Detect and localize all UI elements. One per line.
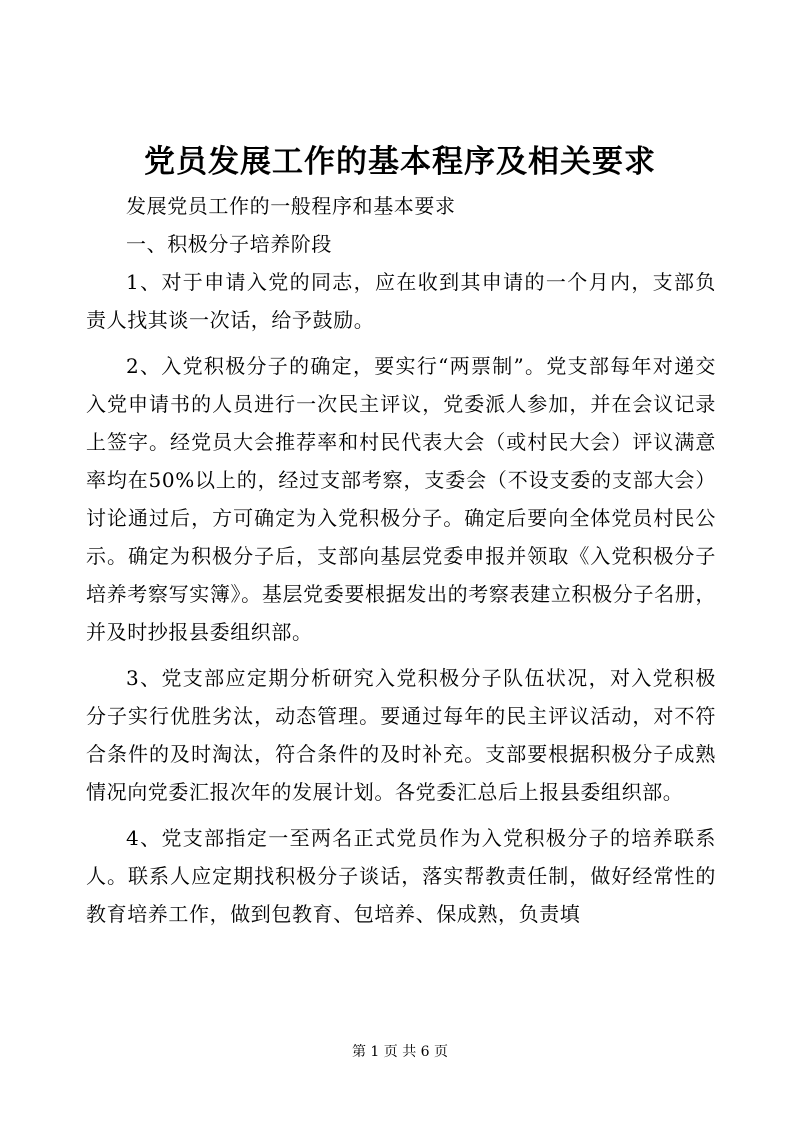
stage-heading: 一、积极分子培养阶段 xyxy=(126,232,332,256)
document-body xyxy=(86,187,716,933)
page-number-footer: 第 1 页 共 6 页 xyxy=(351,1044,449,1060)
page-title: 党员发展工作的基本程序及相关要求 xyxy=(144,144,656,180)
paragraph-item-1: 1、对于申请入党的同志，应在收到其申请的一个月内，支部负责人找其谈一次话，给予鼓励。 xyxy=(86,270,716,332)
paragraph-item-2: 2、入党积极分子的确定，要实行“两票制”。党支部每年对递交入党申请书的人员进行一次民主评议，党委派人参加，并在会议记录上签字。经党员大会推荐率和村民代表大会（或村民大会）评议满意率均在50%以上的，经过支部考察，支委会（不设支委的支部大会）讨论通过后，方可确定为入党积极分子。确定后要向全体党员村民公示。确定为积极分子后，支部向基层党委申报并领取《入党积极分子培养考察写实簿》。基层党委要根据发出的考察表建立积极分子名册，并及时抄报县委组织部。 xyxy=(86,354,716,644)
paragraph-item-3: 3、党支部应定期分析研究入党积极分子队伍状况，对入党积极分子实行优胜劣汰，动态管理。要通过每年的民主评议活动，对不符合条件的及时淘汰，符合条件的及时补充。支部要根据积极分子成熟情况向党委汇报次年的发展计划。各党委汇总后上报县委组织部。 xyxy=(86,666,716,804)
paragraph-item-4: 4、党支部指定一至两名正式党员作为入党积极分子的培养联系人。联系人应定期找积极分子谈话，落实帮教责任制，做好经常性的教育培养工作，做到包教育、包培养、保成熟，负责填 xyxy=(86,826,716,926)
section-heading: 发展党员工作的一般程序和基本要求 xyxy=(126,194,456,218)
